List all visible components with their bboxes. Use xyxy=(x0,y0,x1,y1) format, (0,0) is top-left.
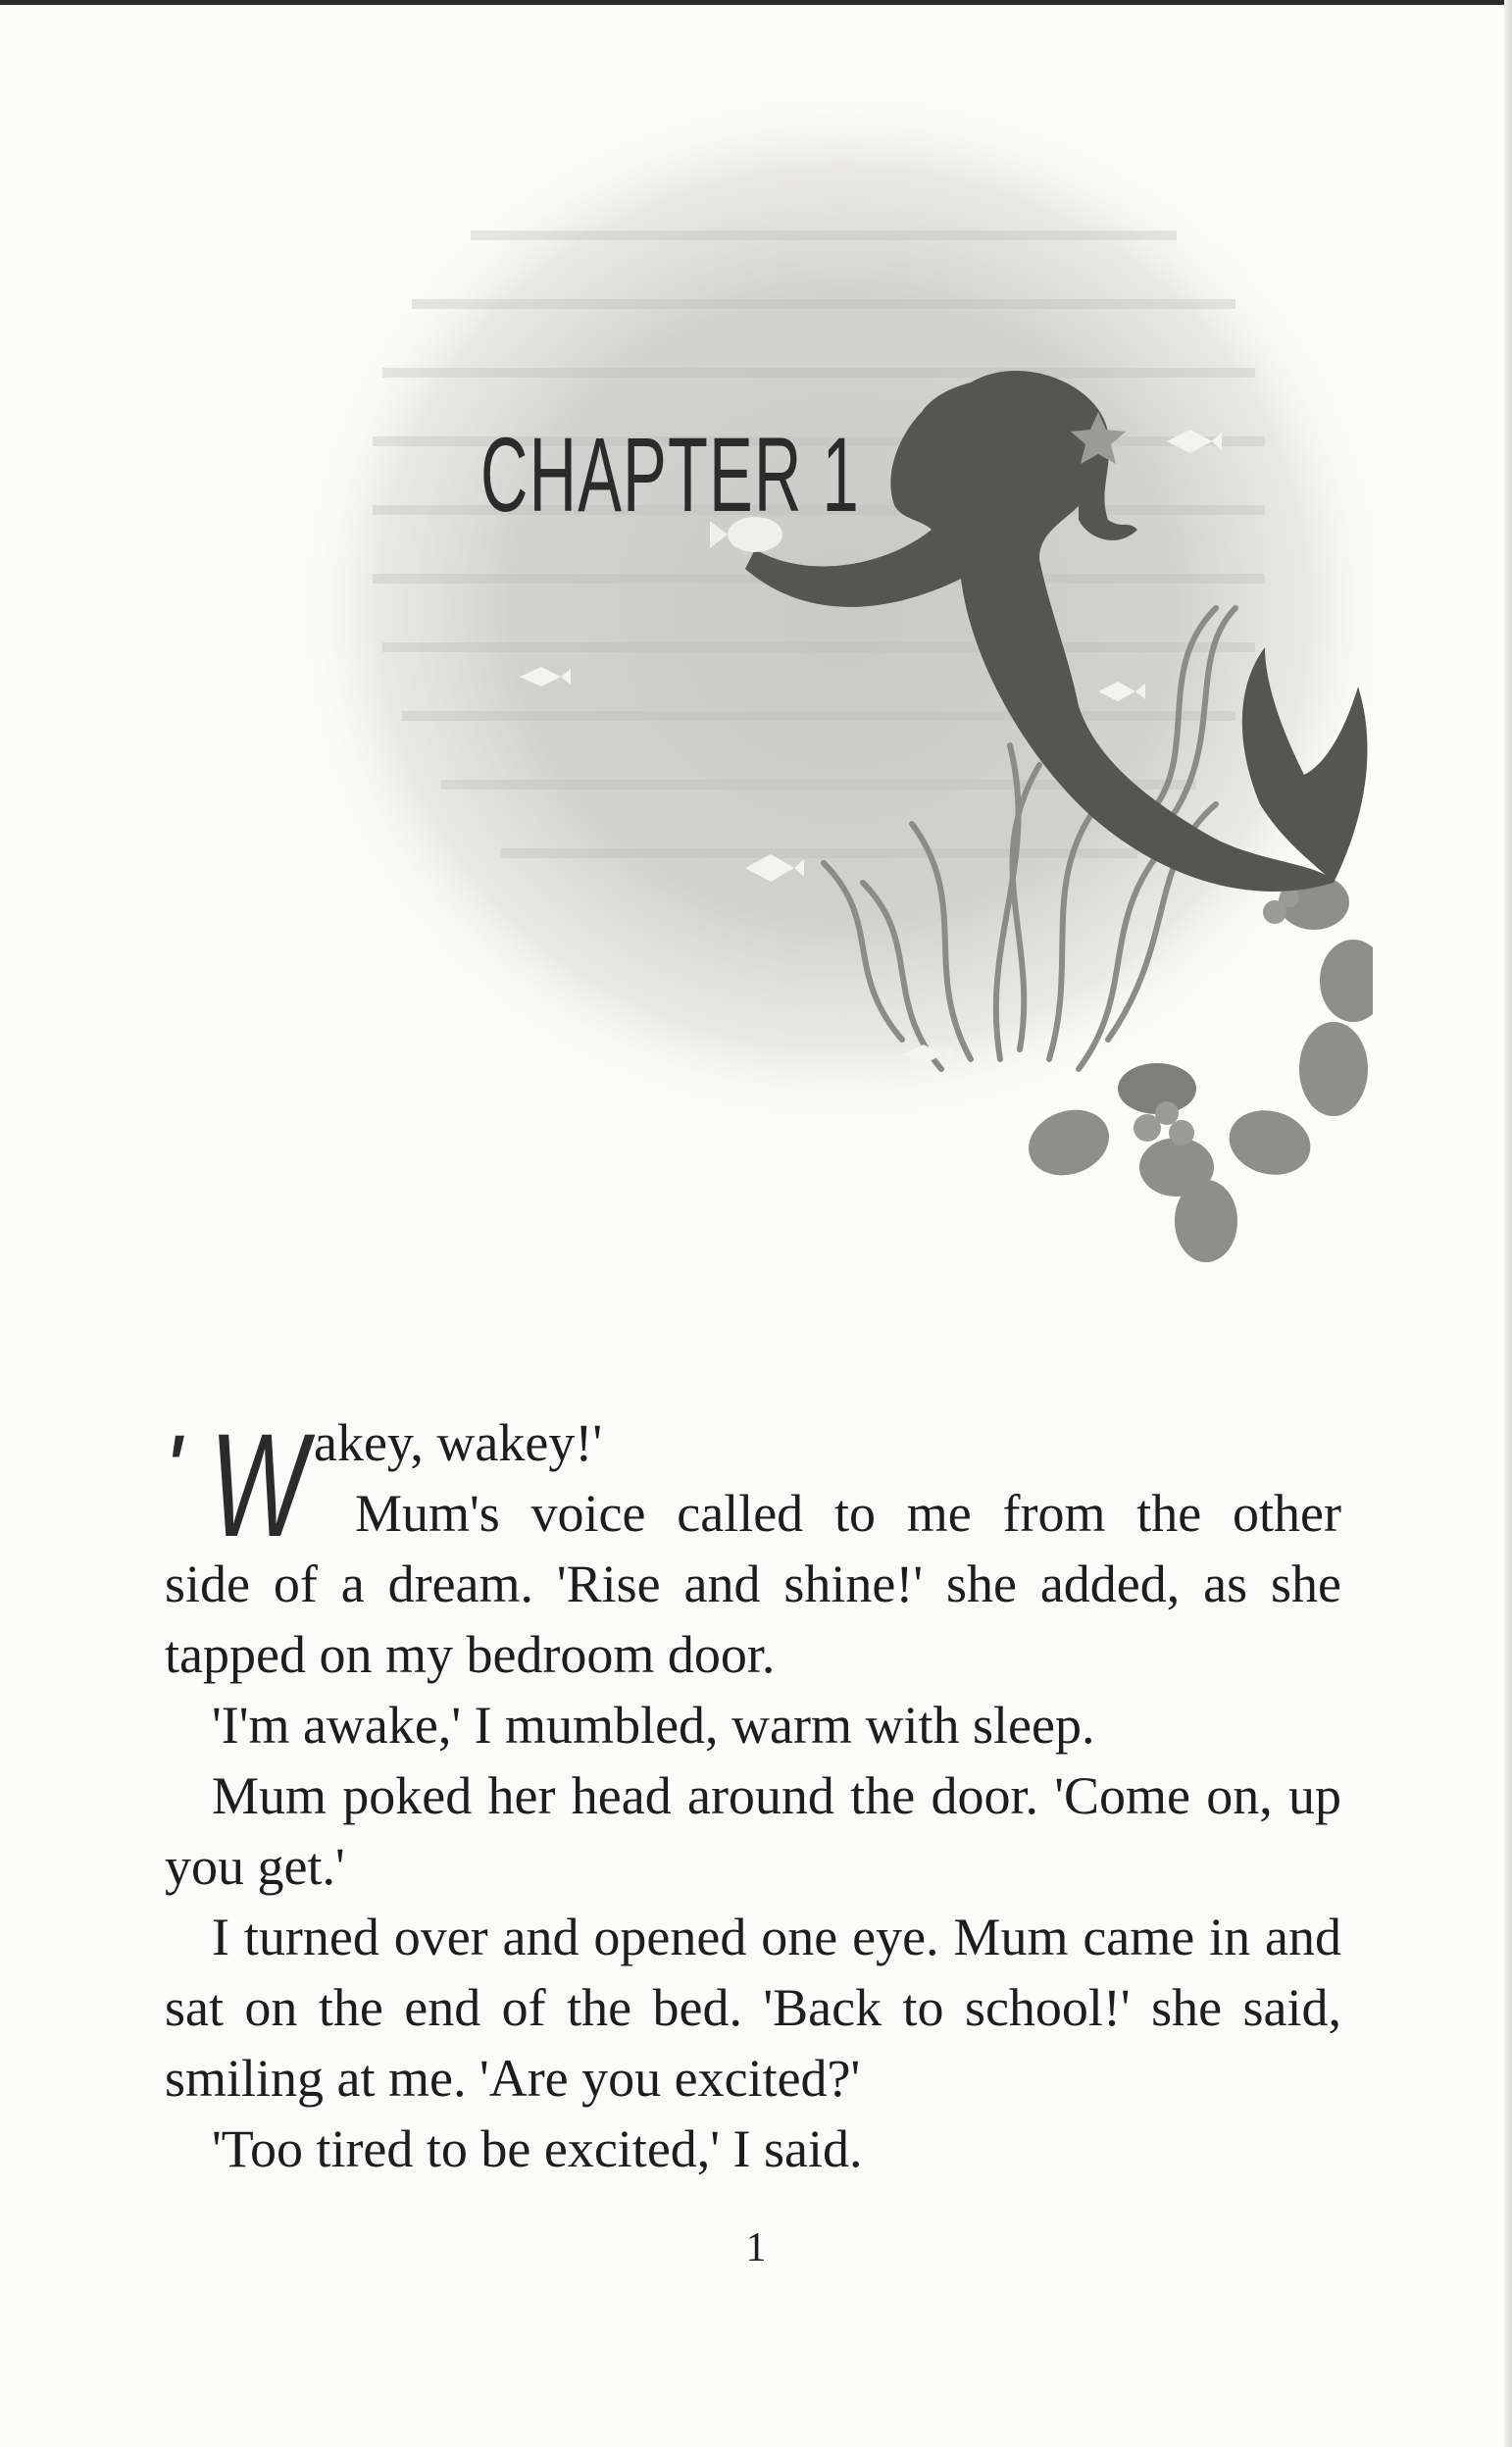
paragraph-5: 'Too tired to be excited,' I said. xyxy=(212,2119,863,2178)
background-halo xyxy=(294,88,1373,1128)
paragraph-4: I turned over and opened one eye. Mum came in and sat on the end of the bed. 'Back to school!' she said, smiling at me. 'Are you excited?' xyxy=(165,1908,1341,2108)
page-top-edge xyxy=(0,0,1512,5)
opening-line-2: Mum's voice called to me from the other xyxy=(355,1484,1341,1543)
mermaid-illustration xyxy=(294,59,1373,1285)
paragraph-2: 'I'm awake,' I mumbled, warm with sleep. xyxy=(212,1696,1095,1755)
opening-line-1: akey, wakey!' xyxy=(314,1413,603,1472)
drop-cap-quote: ' xyxy=(163,1415,182,1525)
opening-paragraph xyxy=(163,1402,1341,1690)
paragraph-3: Mum poked her head around the door. 'Come on, up you get.' xyxy=(165,1766,1341,1896)
opening-line-rest: side of a dream. 'Rise and shine!' she added, as she tapped on my bedroom door. xyxy=(165,1555,1341,1684)
page-right-edge xyxy=(1504,0,1512,2447)
drop-cap-letter: W xyxy=(210,1402,308,1567)
page-number: 1 xyxy=(745,2225,767,2270)
chapter-body xyxy=(163,1402,1341,2184)
chapter-heading: CHAPTER 1 xyxy=(480,415,860,534)
